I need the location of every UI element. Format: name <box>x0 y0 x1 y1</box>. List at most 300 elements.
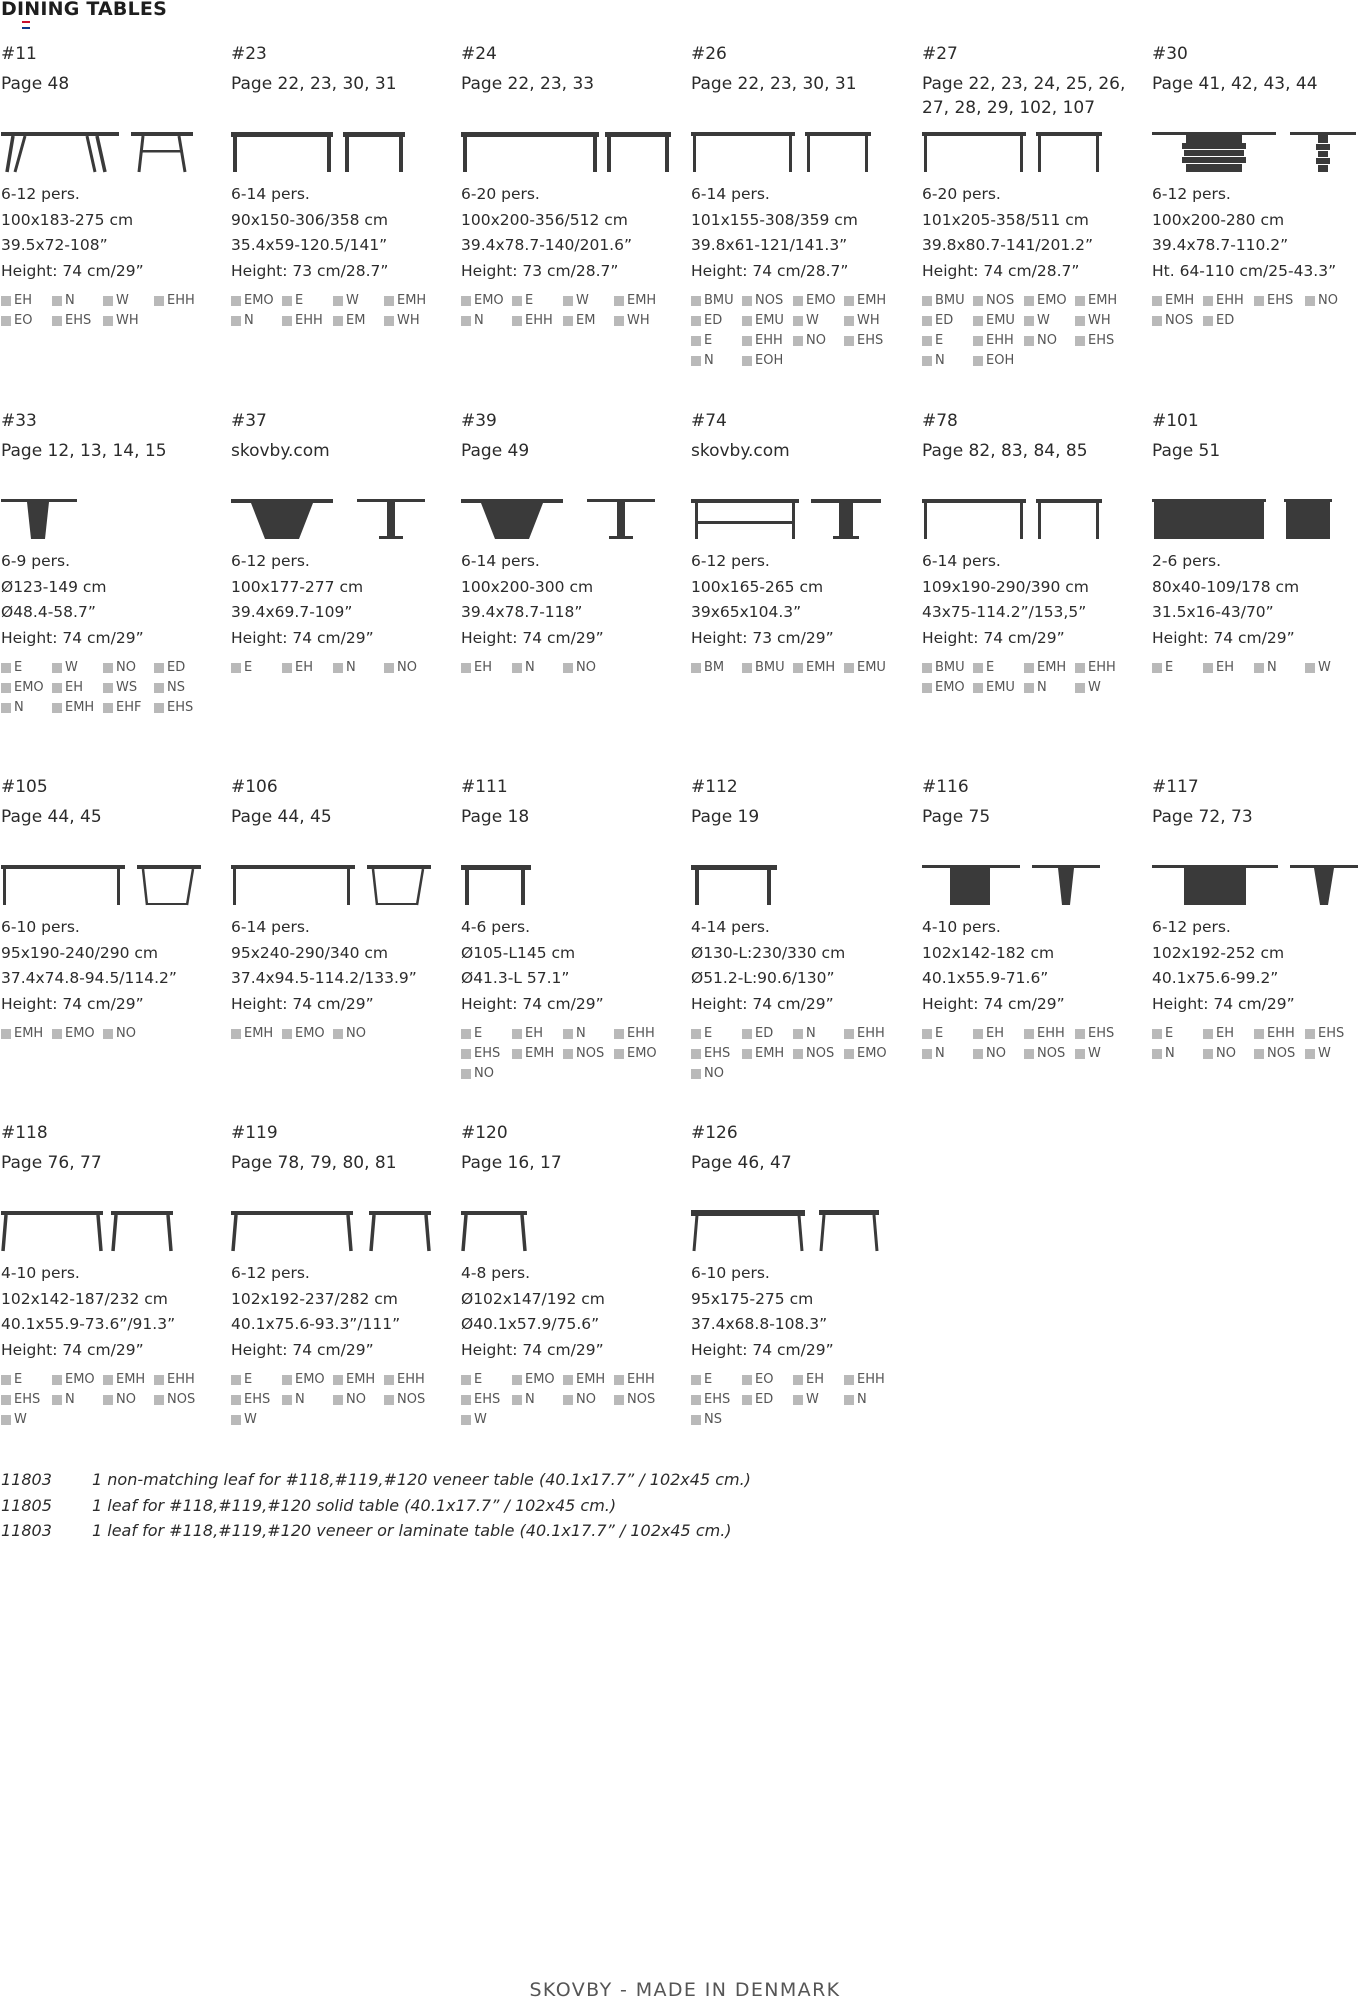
finish-item <box>563 312 614 330</box>
spec-line: Height: 73 cm/29” <box>691 628 834 647</box>
finish-item <box>512 312 563 330</box>
spec-line: 35.4x59-120.5/141” <box>231 236 388 254</box>
note-code: 11805 <box>1 1495 52 1515</box>
finish-item <box>973 332 1024 350</box>
page-reference: skovby.com <box>231 441 330 461</box>
finish-code: EHS <box>1318 1026 1345 1041</box>
spec-line: 40.1x75.6-99.2” <box>1152 969 1279 987</box>
finish-swatch-icon <box>742 1395 752 1405</box>
finish-swatch-icon <box>52 683 62 693</box>
finish-swatch-icon <box>103 663 113 673</box>
finish-item <box>691 659 742 677</box>
finish-item <box>1152 292 1203 310</box>
finish-item <box>1152 1045 1203 1063</box>
table-specs <box>691 915 845 1017</box>
finish-code: EHS <box>474 1046 501 1061</box>
finish-item <box>1203 1025 1254 1043</box>
finish-swatch-icon <box>52 1029 62 1039</box>
finish-item <box>333 1371 384 1389</box>
finish-item <box>52 1025 103 1043</box>
finish-list <box>231 1025 457 1043</box>
finish-swatch-icon <box>282 663 292 673</box>
finish-code: EHH <box>167 1372 195 1387</box>
finish-swatch-icon <box>614 1375 624 1385</box>
finish-item <box>922 292 973 310</box>
finish-code: EHH <box>167 293 195 308</box>
table-drawing <box>231 124 457 182</box>
finish-code: EO <box>755 1372 774 1387</box>
finish-item <box>384 292 435 310</box>
finish-swatch-icon <box>231 1375 241 1385</box>
finish-item <box>1305 1045 1356 1063</box>
finish-swatch-icon <box>844 296 854 306</box>
spec-line: 6-10 pers. <box>1 918 80 936</box>
finish-swatch-icon <box>973 1029 983 1039</box>
finish-code: EHS <box>704 1046 731 1061</box>
finish-code: E <box>525 293 534 308</box>
table-drawing <box>1152 124 1370 182</box>
finish-code: EHS <box>1088 333 1115 348</box>
finish-swatch-icon <box>333 296 343 306</box>
finish-swatch-icon <box>1203 316 1213 326</box>
finish-item <box>231 1371 282 1389</box>
table-specs <box>461 182 632 284</box>
finish-list <box>922 659 1148 697</box>
finish-swatch-icon <box>691 296 701 306</box>
spec-line: 100x183-275 cm <box>1 210 134 229</box>
finish-code: N <box>346 660 356 675</box>
finish-item <box>973 659 1024 677</box>
page-title: DINING TABLES <box>1 0 167 20</box>
spec-line: 39.4x78.7-110.2” <box>1152 236 1289 254</box>
finish-item <box>973 312 1024 330</box>
finish-swatch-icon <box>922 1049 932 1059</box>
table-drawing <box>461 857 687 915</box>
finish-code: NOS <box>755 293 784 308</box>
finish-item <box>793 1371 844 1389</box>
finish-code: EHS <box>14 1392 41 1407</box>
finish-swatch-icon <box>461 296 471 306</box>
spec-line: 6-9 pers. <box>1 552 70 570</box>
spec-line: Ø102x147/192 cm <box>461 1289 605 1308</box>
finish-code: EMO <box>627 1046 657 1061</box>
finish-swatch-icon <box>742 1029 752 1039</box>
finish-item <box>614 1025 665 1043</box>
table-specs <box>691 182 858 284</box>
spec-line: Ø48.4-58.7” <box>1 603 96 621</box>
table-drawing <box>1 491 227 549</box>
finish-item <box>793 1025 844 1043</box>
finish-code: BMU <box>704 293 734 308</box>
finish-item <box>742 332 793 350</box>
table-drawing <box>1152 857 1370 915</box>
finish-code: N <box>1037 680 1047 695</box>
finish-swatch-icon <box>1075 336 1085 346</box>
finish-swatch-icon <box>1024 1029 1034 1039</box>
spec-line: 6-12 pers. <box>231 552 310 570</box>
spec-line: Height: 74 cm/29” <box>461 994 604 1013</box>
finish-item <box>52 1371 103 1389</box>
finish-swatch-icon <box>1 1415 11 1425</box>
finish-code: EMH <box>576 1372 606 1387</box>
finish-swatch-icon <box>691 1395 701 1405</box>
finish-swatch-icon <box>793 296 803 306</box>
finish-code: EH <box>986 1026 1004 1041</box>
finish-swatch-icon <box>512 316 522 326</box>
spec-line: 40.1x75.6-93.3”/111” <box>231 1315 401 1333</box>
model-number: #27 <box>922 44 958 64</box>
finish-code: EH <box>295 660 313 675</box>
spec-line: Height: 74 cm/29” <box>461 1340 604 1359</box>
finish-code: EHH <box>397 1372 425 1387</box>
note-text: 1 leaf for #118,#119,#120 veneer or laminate table (40.1x17.7” / 102x45 cm.) <box>92 1521 732 1540</box>
page-reference: Page 49 <box>461 441 530 461</box>
note-text: 1 non-matching leaf for #118,#119,#120 veneer table (40.1x17.7” / 102x45 cm.) <box>92 1470 751 1489</box>
finish-swatch-icon <box>333 1395 343 1405</box>
finish-swatch-icon <box>1075 296 1085 306</box>
spec-line: 6-20 pers. <box>922 185 1001 203</box>
finish-item <box>793 312 844 330</box>
finish-swatch-icon <box>1203 1049 1213 1059</box>
finish-code: N <box>1267 660 1277 675</box>
finish-item <box>52 659 103 677</box>
spec-line: Ø40.1x57.9/75.6” <box>461 1315 600 1333</box>
spec-line: 37.4x68.8-108.3” <box>691 1315 828 1333</box>
table-drawing <box>461 1203 687 1261</box>
finish-swatch-icon <box>1254 1029 1264 1039</box>
spec-line: 80x40-109/178 cm <box>1152 577 1300 596</box>
finish-swatch-icon <box>922 663 932 673</box>
finish-swatch-icon <box>1152 1049 1162 1059</box>
finish-item <box>154 679 205 697</box>
finish-item <box>461 1045 512 1063</box>
table-drawing <box>922 857 1148 915</box>
spec-line: 6-14 pers. <box>231 918 310 936</box>
finish-code: W <box>65 660 78 675</box>
finish-item <box>1254 292 1305 310</box>
finish-code: E <box>704 1026 713 1041</box>
finish-code: EMO <box>857 1046 887 1061</box>
finish-swatch-icon <box>384 296 394 306</box>
model-number: #24 <box>461 44 497 64</box>
spec-line: 37.4x94.5-114.2/133.9” <box>231 969 417 987</box>
finish-swatch-icon <box>844 316 854 326</box>
finish-code: EHH <box>857 1026 885 1041</box>
page-reference: Page 75 <box>922 807 991 827</box>
finish-swatch-icon <box>154 296 164 306</box>
finish-item <box>691 1411 742 1429</box>
spec-line: 39x65x104.3” <box>691 603 802 621</box>
finish-swatch-icon <box>1075 663 1085 673</box>
finish-code: EHS <box>1267 293 1294 308</box>
finish-swatch-icon <box>973 683 983 693</box>
finish-item <box>1254 1045 1305 1063</box>
finish-code: NOS <box>986 293 1015 308</box>
finish-code: EHH <box>1037 1026 1065 1041</box>
finish-code: EMU <box>986 680 1015 695</box>
finish-item <box>1254 1025 1305 1043</box>
finish-item <box>512 1391 563 1409</box>
table-drawing <box>691 491 917 549</box>
finish-swatch-icon <box>333 1375 343 1385</box>
finish-item <box>922 1025 973 1043</box>
finish-swatch-icon <box>614 1395 624 1405</box>
finish-list <box>691 1371 917 1429</box>
finish-swatch-icon <box>1152 296 1162 306</box>
finish-list <box>461 659 687 677</box>
spec-line: 6-14 pers. <box>691 185 770 203</box>
finish-code: EHF <box>116 700 142 715</box>
finish-code: EHH <box>1216 293 1244 308</box>
finish-list <box>922 292 1148 370</box>
finish-item <box>461 1025 512 1043</box>
finish-item <box>103 679 154 697</box>
finish-swatch-icon <box>52 1375 62 1385</box>
finish-code: EMH <box>627 293 657 308</box>
finish-code: W <box>346 293 359 308</box>
finish-item <box>461 292 512 310</box>
finish-swatch-icon <box>333 1029 343 1039</box>
model-number: #74 <box>691 411 727 431</box>
finish-swatch-icon <box>1305 1049 1315 1059</box>
finish-item <box>742 1391 793 1409</box>
finish-swatch-icon <box>1024 663 1034 673</box>
table-specs <box>691 1261 834 1363</box>
finish-code: N <box>576 1026 586 1041</box>
spec-line: 95x175-275 cm <box>691 1289 814 1308</box>
finish-item <box>742 1025 793 1043</box>
finish-item <box>461 1411 512 1429</box>
finish-swatch-icon <box>154 1395 164 1405</box>
finish-swatch-icon <box>384 316 394 326</box>
finish-item <box>973 679 1024 697</box>
finish-list <box>1 659 227 717</box>
finish-item <box>1024 1025 1075 1043</box>
finish-item <box>231 1391 282 1409</box>
finish-item <box>742 1371 793 1389</box>
finish-list <box>1 1025 227 1043</box>
finish-swatch-icon <box>922 1029 932 1039</box>
finish-swatch-icon <box>1203 663 1213 673</box>
finish-item <box>384 659 435 677</box>
finish-swatch-icon <box>512 296 522 306</box>
page-reference: Page 22, 23, 30, 31 <box>691 74 857 94</box>
finish-item <box>384 1391 435 1409</box>
finish-swatch-icon <box>691 336 701 346</box>
finish-swatch-icon <box>793 1375 803 1385</box>
finish-swatch-icon <box>973 1049 983 1059</box>
spec-line: Height: 74 cm/29” <box>922 994 1065 1013</box>
spec-line: 6-14 pers. <box>231 185 310 203</box>
model-number: #105 <box>1 777 48 797</box>
page-reference: Page 78, 79, 80, 81 <box>231 1153 397 1173</box>
finish-item <box>793 1045 844 1063</box>
finish-swatch-icon <box>1254 296 1264 306</box>
table-specs <box>1 915 177 1017</box>
model-number: #118 <box>1 1123 48 1143</box>
finish-item <box>742 1045 793 1063</box>
finish-code: NOS <box>167 1392 196 1407</box>
finish-code: NO <box>397 660 417 675</box>
finish-code: WH <box>1088 313 1111 328</box>
finish-item <box>1203 312 1254 330</box>
finish-list <box>231 292 457 330</box>
finish-code: EMH <box>65 700 95 715</box>
finish-code: EMO <box>295 1372 325 1387</box>
spec-line: Height: 74 cm/29” <box>1 994 144 1013</box>
finish-code: EHS <box>244 1392 271 1407</box>
finish-code: E <box>14 1372 23 1387</box>
finish-item <box>1075 1045 1126 1063</box>
finish-item <box>103 1025 154 1043</box>
page-reference: Page 22, 23, 30, 31 <box>231 74 397 94</box>
finish-swatch-icon <box>282 1375 292 1385</box>
finish-item <box>512 659 563 677</box>
finish-item <box>844 1371 895 1389</box>
finish-swatch-icon <box>282 1029 292 1039</box>
finish-swatch-icon <box>742 316 752 326</box>
model-number: #26 <box>691 44 727 64</box>
table-specs <box>691 549 834 651</box>
finish-swatch-icon <box>52 1395 62 1405</box>
footer-text: SKOVBY - MADE IN DENMARK <box>529 1979 841 2001</box>
finish-code: ED <box>935 313 954 328</box>
finish-item <box>384 312 435 330</box>
model-number: #78 <box>922 411 958 431</box>
finish-item <box>103 1391 154 1409</box>
finish-code: EMO <box>65 1026 95 1041</box>
finish-swatch-icon <box>691 1049 701 1059</box>
finish-code: NO <box>576 660 596 675</box>
finish-item <box>282 292 333 310</box>
finish-item <box>154 292 205 310</box>
spec-line: 95x240-290/340 cm <box>231 943 389 962</box>
table-specs <box>231 1261 400 1363</box>
finish-swatch-icon <box>512 1395 522 1405</box>
table-specs <box>1 182 144 284</box>
finish-swatch-icon <box>52 703 62 713</box>
finish-swatch-icon <box>282 1395 292 1405</box>
finish-code: EMH <box>1165 293 1195 308</box>
spec-line: Height: 73 cm/28.7” <box>231 261 389 280</box>
finish-code: W <box>474 1412 487 1427</box>
finish-swatch-icon <box>461 1049 471 1059</box>
finish-code: BMU <box>755 660 785 675</box>
finish-item <box>973 1025 1024 1043</box>
spec-line: Height: 74 cm/29” <box>1 261 144 280</box>
spec-line: Height: 74 cm/29” <box>231 994 374 1013</box>
finish-swatch-icon <box>1 683 11 693</box>
finish-swatch-icon <box>793 336 803 346</box>
finish-list <box>461 1371 687 1429</box>
finish-list <box>1152 292 1370 330</box>
finish-item <box>282 1025 333 1043</box>
finish-item <box>973 352 1024 370</box>
finish-code: NO <box>116 660 136 675</box>
finish-code: EHS <box>857 333 884 348</box>
spec-line: 6-12 pers. <box>1152 918 1231 936</box>
finish-code: EMH <box>525 1046 555 1061</box>
finish-item <box>614 312 665 330</box>
finish-code: E <box>474 1372 483 1387</box>
finish-item <box>1305 292 1356 310</box>
finish-list <box>461 292 687 330</box>
finish-swatch-icon <box>231 1395 241 1405</box>
finish-code: BMU <box>935 660 965 675</box>
finish-item <box>614 292 665 310</box>
finish-item <box>1 1371 52 1389</box>
page-reference: Page 76, 77 <box>1 1153 102 1173</box>
finish-code: EMH <box>1037 660 1067 675</box>
finish-code: E <box>244 660 253 675</box>
spec-line: 6-10 pers. <box>691 1264 770 1282</box>
finish-item <box>1152 1025 1203 1043</box>
finish-item <box>282 659 333 677</box>
finish-swatch-icon <box>461 316 471 326</box>
spec-line: 100x177-277 cm <box>231 577 364 596</box>
finish-item <box>844 292 895 310</box>
finish-code: NO <box>346 1392 366 1407</box>
finish-code: NOS <box>1267 1046 1296 1061</box>
finish-item <box>154 659 205 677</box>
finish-swatch-icon <box>614 316 624 326</box>
spec-line: Height: 74 cm/29” <box>1 628 144 647</box>
finish-swatch-icon <box>1254 1049 1264 1059</box>
finish-swatch-icon <box>154 1375 164 1385</box>
finish-item <box>1024 292 1075 310</box>
finish-code: ED <box>755 1392 774 1407</box>
spec-line: 101x155-308/359 cm <box>691 210 858 229</box>
finish-code: NOS <box>397 1392 426 1407</box>
finish-code: EMU <box>986 313 1015 328</box>
note-code: 11803 <box>1 1521 52 1540</box>
finish-swatch-icon <box>103 316 113 326</box>
finish-item <box>691 1045 742 1063</box>
finish-item <box>52 679 103 697</box>
page-reference: Page 22, 23, 33 <box>461 74 595 94</box>
finish-swatch-icon <box>52 663 62 673</box>
finish-swatch-icon <box>844 336 854 346</box>
finish-list <box>691 1025 917 1083</box>
finish-swatch-icon <box>461 663 471 673</box>
finish-code: EO <box>14 313 33 328</box>
spec-line: 39.4x69.7-109” <box>231 603 353 621</box>
model-number: #101 <box>1152 411 1199 431</box>
finish-code: EHH <box>857 1372 885 1387</box>
finish-code: E <box>1165 660 1174 675</box>
finish-item <box>103 699 154 717</box>
finish-code: EHS <box>65 313 92 328</box>
finish-code: NS <box>167 680 185 695</box>
finish-item <box>691 312 742 330</box>
finish-item <box>1203 1045 1254 1063</box>
finish-swatch-icon <box>103 703 113 713</box>
finish-swatch-icon <box>1075 683 1085 693</box>
finish-swatch-icon <box>1024 316 1034 326</box>
finish-code: N <box>935 1046 945 1061</box>
table-specs <box>922 182 1093 284</box>
finish-item <box>231 312 282 330</box>
finish-swatch-icon <box>52 316 62 326</box>
finish-swatch-icon <box>154 683 164 693</box>
table-specs <box>1152 549 1299 651</box>
spec-line: Height: 74 cm/29” <box>691 1340 834 1359</box>
finish-swatch-icon <box>384 1375 394 1385</box>
finish-swatch-icon <box>1075 1049 1085 1059</box>
page-reference: skovby.com <box>691 441 790 461</box>
finish-code: EHS <box>167 700 194 715</box>
finish-code: EM <box>576 313 596 328</box>
